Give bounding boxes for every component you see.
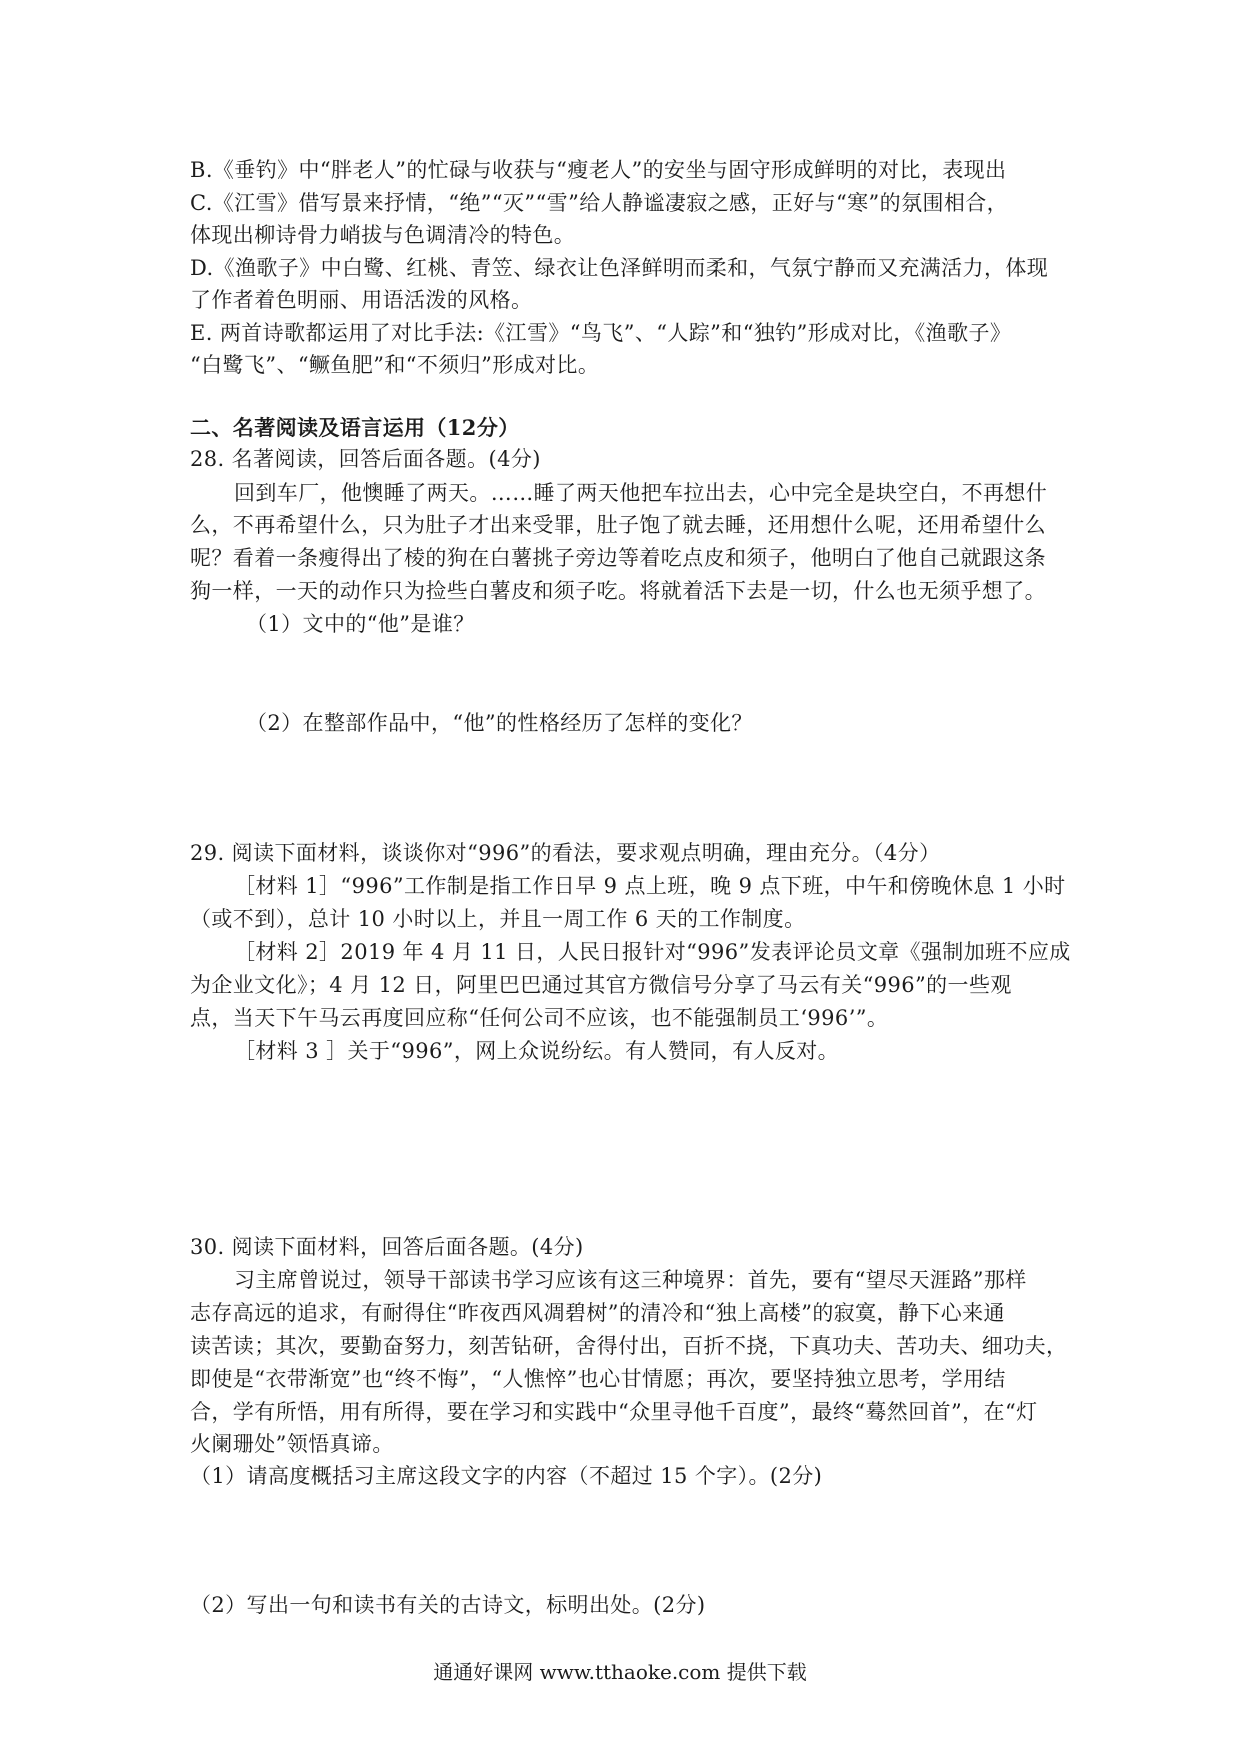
q30-passage-line: 合，学有所悟，用有所得，要在学习和实践中“众里寻他千百度”，最终“蓦然回首”，在“灯 [190,1400,1038,1424]
q28-passage-line: 呢？看着一条瘦得出了棱的狗在白薯挑子旁边等着吃点皮和须子，他明白了他自己就跟这条 [190,546,1046,570]
option-b: B.《垂钓》中“胖老人”的忙碌与收获与“瘦老人”的安坐与固守形成鲜明的对比，表现出 [190,158,1007,182]
option-e-line1: E. 两首诗歌都运用了对比手法:《江雪》“鸟飞”、“人踪”和“独钓”形成对比，《渔歌子》 [190,321,1012,345]
q29-material1-line1: ［材料 1］“996”工作制是指工作日早 9 点上班，晚 9 点下班，中午和傍晚休息 1 小时 [234,874,1066,898]
q29-material2-line2: 为企业文化》；4 月 12 日，阿里巴巴通过其官方微信号分享了马云有关“996”的一些观 [190,973,1012,997]
q29-material2-line1: ［材料 2］2019 年 4 月 11 日，人民日报针对“996”发表评论员文章《强制加班不应成 [234,940,1071,964]
footer-credit: 通通好课网 www.tthaoke.com 提供下载 [433,1660,807,1684]
q30-title: 30. 阅读下面材料，回答后面各题。(4分) [190,1235,584,1259]
q28-sub1: （1）文中的“他”是谁？ [246,612,475,636]
q30-passage-line: 志存高远的追求，有耐得住“昨夜西风凋碧树”的清冷和“独上高楼”的寂寞，静下心来通 [190,1301,1005,1325]
q30-passage-line: 即使是“衣带渐宽”也“终不悔”，“人憔悴”也心甘情愿；再次，要坚持独立思考，学用结 [190,1367,1006,1391]
q30-passage-line: 习主席曾说过，领导干部读书学习应该有这三种境界：首先，要有“望尽天涯路”那样 [234,1268,1027,1292]
section2-heading: 二、名著阅读及语言运用（12分） [190,415,520,440]
q30-sub2: （2）写出一句和读书有关的古诗文，标明出处。(2分) [190,1593,706,1617]
q28-sub2: （2）在整部作品中，“他”的性格经历了怎样的变化？ [246,711,753,735]
q29-material3: ［材料 3 ］关于“996”，网上众说纷纭。有人赞同，有人反对。 [234,1039,840,1063]
option-c-line1: C.《江雪》借写景来抒情，“绝”“灭”“雪”给人静谧凄寂之感，正好与“寒”的氛围相合， [190,191,1009,215]
option-d-line1: D.《渔歌子》中白鹭、红桃、青笠、绿衣让色泽鲜明而柔和，气氛宁静而又充满活力，体现 [190,256,1049,280]
q30-sub1: （1）请高度概括习主席这段文字的内容（不超过 15 个字）。(2分) [190,1464,823,1488]
q29-title: 29. 阅读下面材料，谈谈你对“996”的看法，要求观点明确，理由充分。（4分） [190,841,941,865]
q28-passage-line: 狗一样，一天的动作只为捡些白薯皮和须子吃。将就着活下去是一切，什么也无须乎想了。 [190,579,1046,603]
q30-passage-line: 火阑珊处”领悟真谛。 [190,1432,394,1456]
q30-passage-line: 读苦读；其次，要勤奋努力，刻苦钻研，舍得付出，百折不挠，下真功夫、苦功夫、细功夫， [190,1334,1068,1358]
option-e-line2: “白鹭飞”、“鳜鱼肥”和“不须归”形成对比。 [190,353,600,377]
q28-passage-line: 么，不再希望什么，只为肚子才出来受罪，肚子饱了就去睡，还用想什么呢，还用希望什么 [190,513,1046,537]
option-c-line2: 体现出柳诗骨力峭拔与色调清冷的特色。 [190,223,576,247]
q28-passage-line: 回到车厂，他懊睡了两天。……睡了两天他把车拉出去，心中完全是块空白，不再想什 [234,481,1048,505]
q29-material2-line3: 点，当天下午马云再度回应称“任何公司不应该，也不能强制员工‘996’”。 [190,1006,889,1030]
q29-material1-line2: （或不到），总计 10 小时以上，并且一周工作 6 天的工作制度。 [190,907,806,931]
q28-title: 28. 名著阅读，回答后面各题。(4分) [190,447,541,471]
option-d-line2: 了作者着色明丽、用语活泼的风格。 [190,288,533,312]
